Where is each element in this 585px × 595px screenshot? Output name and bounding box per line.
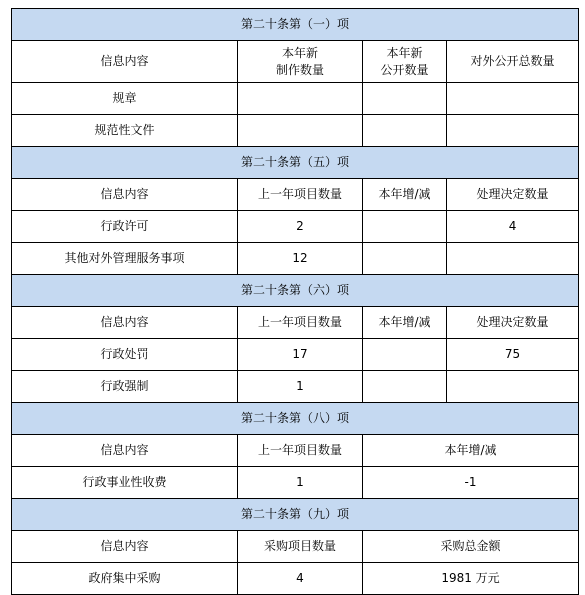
table-cell: [238, 83, 363, 115]
column-header: 采购总金额: [363, 531, 579, 563]
row-label: 行政处罚: [12, 339, 238, 371]
disclosure-table: [11, 8, 579, 595]
table-cell: [363, 115, 447, 147]
table-cell: 4: [238, 563, 363, 595]
column-header: 对外公开总数量: [447, 41, 579, 83]
column-header: 处理决定数量: [447, 179, 579, 211]
column-header: 本年增/减: [363, 179, 447, 211]
table-cell: [447, 115, 579, 147]
section-title: 第二十条第（一）项: [12, 9, 579, 41]
table-cell: 1: [238, 371, 363, 403]
column-header-line: 本年新: [386, 45, 423, 60]
column-header: 信息内容: [12, 307, 238, 339]
section-header: [12, 499, 579, 531]
column-header-line: 本年新: [281, 45, 318, 60]
table-row: [12, 371, 579, 403]
column-header: 信息内容: [12, 179, 238, 211]
section-header: [12, 275, 579, 307]
row-label: 规范性文件: [12, 115, 238, 147]
table-cell: [447, 243, 579, 275]
column-header-row: [12, 531, 579, 563]
table-row: [12, 339, 579, 371]
column-header-line: 制作数量: [275, 62, 324, 77]
table-cell: 17: [238, 339, 363, 371]
column-header: 信息内容: [12, 531, 238, 563]
column-header: 本年增/减: [363, 435, 579, 467]
table-cell: 75: [447, 339, 579, 371]
table-cell: [363, 83, 447, 115]
row-label: 行政强制: [12, 371, 238, 403]
column-header: 上一年项目数量: [238, 435, 363, 467]
table-row: [12, 211, 579, 243]
column-header: 采购项目数量: [238, 531, 363, 563]
table-cell: 1981 万元: [363, 563, 579, 595]
table-cell: [363, 211, 447, 243]
section-title: 第二十条第（八）项: [12, 403, 579, 435]
section-header: [12, 147, 579, 179]
table-cell: 4: [447, 211, 579, 243]
section-title: 第二十条第（五）项: [12, 147, 579, 179]
table-row: [12, 563, 579, 595]
table-row: [12, 467, 579, 499]
column-header-row: [12, 307, 579, 339]
section-header: [12, 9, 579, 41]
section-header: [12, 403, 579, 435]
row-label: 行政许可: [12, 211, 238, 243]
row-label: 其他对外管理服务事项: [12, 243, 238, 275]
table-row: [12, 243, 579, 275]
table-cell: [363, 339, 447, 371]
table-cell: 2: [238, 211, 363, 243]
row-label: 行政事业性收费: [12, 467, 238, 499]
table-row: [12, 115, 579, 147]
table-cell: [363, 243, 447, 275]
table-cell: [447, 371, 579, 403]
row-label: 政府集中采购: [12, 563, 238, 595]
row-label: 规章: [12, 83, 238, 115]
table-cell: 12: [238, 243, 363, 275]
column-header: [238, 41, 363, 83]
table-cell: [238, 115, 363, 147]
table-row: [12, 83, 579, 115]
column-header: 处理决定数量: [447, 307, 579, 339]
column-header: 信息内容: [12, 435, 238, 467]
column-header-line: 公开数量: [380, 62, 429, 77]
section-title: 第二十条第（六）项: [12, 275, 579, 307]
column-header: 信息内容: [12, 41, 238, 83]
table-cell: [363, 371, 447, 403]
column-header-row: [12, 41, 579, 83]
column-header-row: [12, 179, 579, 211]
column-header: [363, 41, 447, 83]
table-cell: 1: [238, 467, 363, 499]
table-cell: -1: [363, 467, 579, 499]
column-header: 上一年项目数量: [238, 307, 363, 339]
column-header: 本年增/减: [363, 307, 447, 339]
column-header: 上一年项目数量: [238, 179, 363, 211]
section-title: 第二十条第（九）项: [12, 499, 579, 531]
column-header-row: [12, 435, 579, 467]
table-cell: [447, 83, 579, 115]
